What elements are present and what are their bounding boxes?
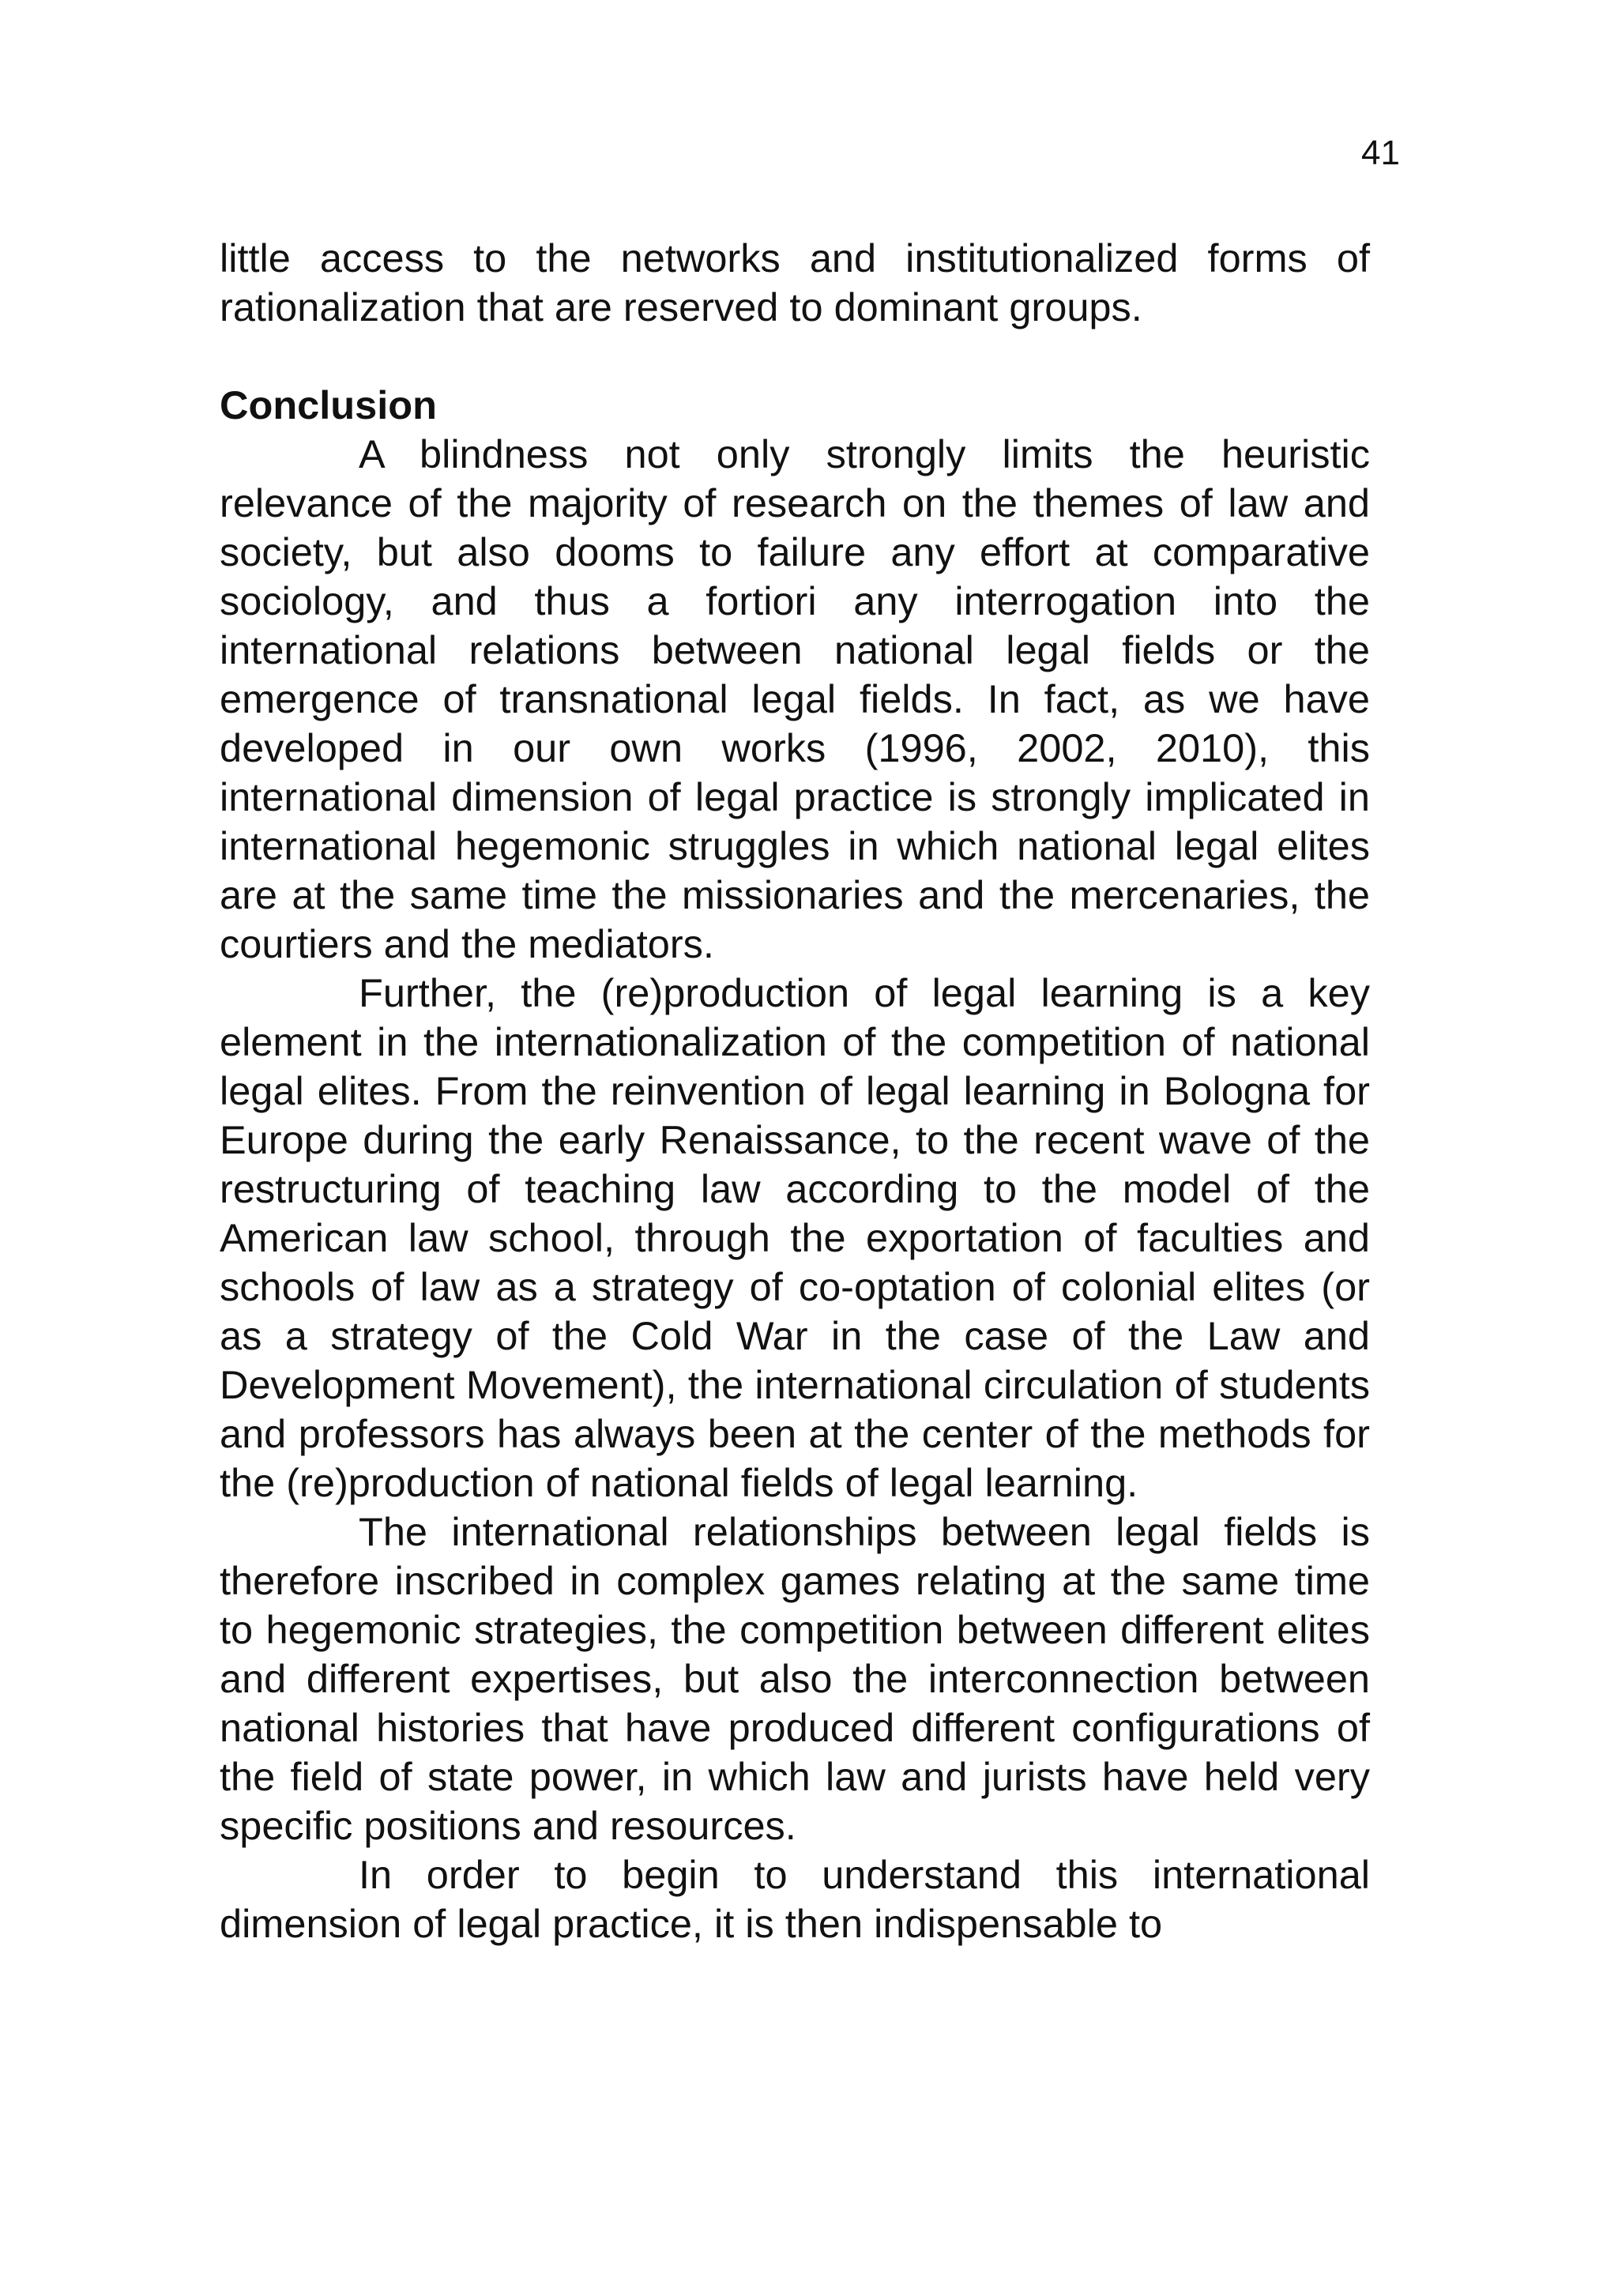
page-body	[220, 234, 1370, 1948]
page-number: 41	[1361, 134, 1400, 172]
body-paragraph: In order to begin to understand this international dimension of legal practice, it is then indispensable to	[220, 1852, 1370, 1946]
body-paragraph: Further, the (re)production of legal learning is a key element in the internationalization of the competition of national legal elites. From the reinvention of legal learning in Bologna for Europe during the early Renaissance, to the recent wave of the restructuring of teaching law according to the model of the American law school, through the exportation of faculties and schools of law as a strategy of co-optation of colonial elites (or as a strategy of the Cold War in the case of the Law and Development Movement), the international circulation of students and professors has always been at the center of the methods for the (re)production of national fields of legal learning.	[220, 970, 1370, 1505]
opening-paragraph: little access to the networks and institutionalized forms of rationalization that are reserved to dominant groups.	[220, 235, 1370, 329]
body-paragraph: A blindness not only strongly limits the heuristic relevance of the majority of research on the themes of law and society, but also dooms to failure any effort at comparative sociology, and thus a fortiori any interrogation into the international relations between national legal fields or the emergence of transnational legal fields. In fact, as we have developed in our own works (1996, 2002, 2010), this international dimension of legal practice is strongly implicated in international hegemonic struggles in which national legal elites are at the same time the missionaries and the mercenaries, the courtiers and the mediators.	[220, 431, 1370, 966]
body-paragraph: The international relationships between legal fields is therefore inscribed in complex games relating at the same time to hegemonic strategies, the competition between different elites and different expertises, but also the interconnection between national histories that have produced different configurations of the field of state power, in which law and jurists have held very specific positions and resources.	[220, 1509, 1370, 1848]
section-heading: Conclusion	[220, 382, 437, 427]
